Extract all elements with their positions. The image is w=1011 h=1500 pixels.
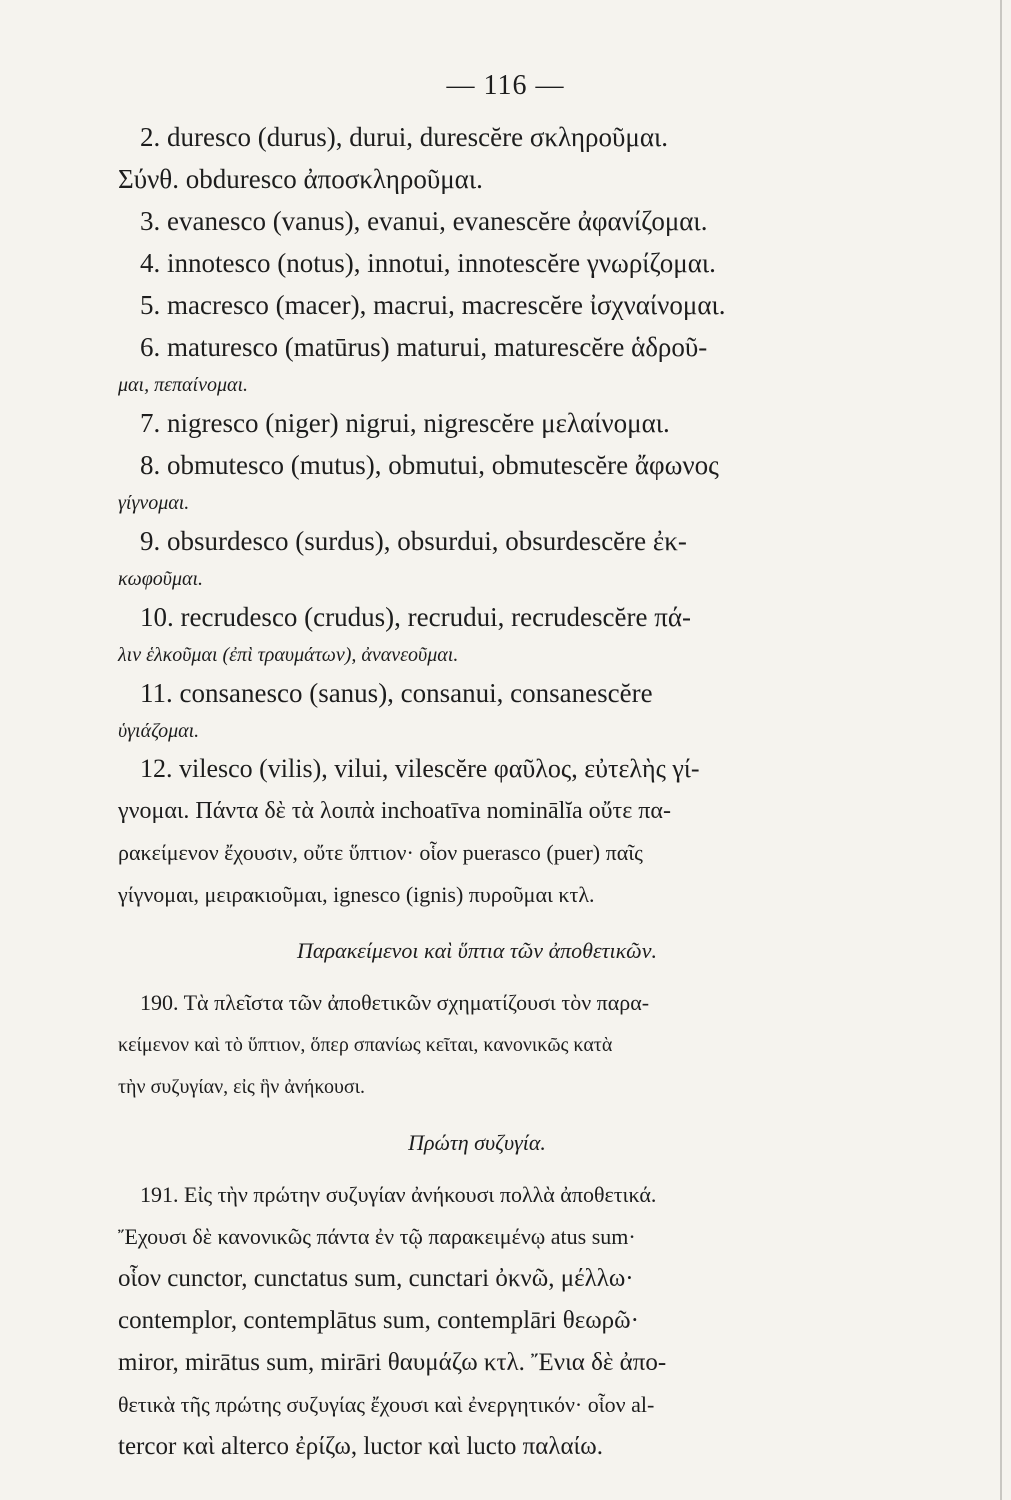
entry-line: 7. nigresco (niger) nigrui, nigrescĕre μελαίνομαι. [140, 408, 670, 438]
entry-line: κωφοῦμαι. [118, 568, 204, 590]
paragraph-line: 190. Τὰ πλεῖστα τῶν ἀποθετικῶν σχηματίζουσι τὸν παρα- [140, 990, 650, 1015]
entry-line: 10. recrudesco (crudus), recrudui, recrudescĕre πά- [140, 602, 691, 632]
paragraph-line: contemplor, contemplātus sum, contemplāri θεωρῶ· [118, 1307, 639, 1334]
entry-line: 5. macresco (macer), macrui, macrescĕre ἰσχναίνομαι. [140, 290, 726, 320]
section-heading: Παρακείμενοι καὶ ὕπτια τῶν ἀποθετικῶν. [297, 938, 657, 963]
entry-line: μαι, πεπαίνομαι. [118, 374, 249, 396]
entry-line: ρακείμενον ἔχουσιν, οὔτε ὕπτιον· οἷον puerasco (puer) παῖς [118, 840, 643, 865]
entry-line: 9. obsurdesco (surdus), obsurdui, obsurdescĕre ἐκ- [140, 526, 687, 556]
entry-line: 3. evanesco (vanus), evanui, evanescĕre ἀφανίζομαι. [140, 206, 708, 236]
paragraph-line: tercor καὶ alterco ἐρίζω, luctor καὶ lucto παλαίω. [118, 1433, 603, 1460]
section-heading: Πρώτη συζυγία. [408, 1130, 546, 1155]
entry-line: Σύνθ. obduresco ἀποσκληροῦμαι. [118, 164, 483, 194]
page-number: — 116 — [446, 70, 565, 101]
paragraph-line: miror, mirātus sum, mirāri θαυμάζω κτλ. Ἔνια δὲ ἀπο- [118, 1349, 667, 1376]
entry-line: γνομαι. Πάντα δὲ τὰ λοιπὰ inchoatīva nominālĭa οὔτε πα- [118, 798, 671, 824]
entry-line: γίγνομαι, μειρακιοῦμαι, ignesco (ignis) πυροῦμαι κτλ. [118, 882, 595, 907]
entry-line: λιν ἑλκοῦμαι (ἐπὶ τραυμάτων), ἀνανεοῦμαι. [118, 644, 459, 666]
paragraph-line: κείμενον καὶ τὸ ὕπτιον, ὅπερ σπανίως κεῖται, κανονικῶς κατὰ [118, 1034, 613, 1056]
page-edge [1000, 0, 1002, 1500]
entry-line: ὑγιάζομαι. [118, 720, 200, 742]
paragraph-line: οἷον cunctor, cunctatus sum, cunctari ὀκνῶ, μέλλω· [118, 1265, 634, 1292]
entry-line: 11. consanesco (sanus), consanui, consanescĕre [140, 678, 653, 708]
paragraph-line: Ἔχουσι δὲ κανονικῶς πάντα ἐν τῷ παρακειμένῳ atus sum· [118, 1224, 636, 1249]
entry-line: 6. maturesco (matūrus) maturui, maturescĕre ἁδροῦ- [140, 332, 708, 362]
main-text [118, 116, 836, 1468]
entry-line: 8. obmutesco (mutus), obmutui, obmutescĕre ἄφωνος [140, 450, 719, 480]
paragraph-line: θετικὰ τῆς πρώτης συζυγίας ἔχουσι καὶ ἐνεργητικόν· οἷον al- [118, 1392, 655, 1417]
paragraph-line: 191. Εἰς τὴν πρώτην συζυγίαν ἀνήκουσι πολλὰ ἀποθετικά. [140, 1182, 657, 1207]
entry-line: 2. duresco (durus), durui, durescĕre σκληροῦμαι. [140, 122, 668, 152]
paragraph-line: τὴν συζυγίαν, εἰς ἣν ἀνήκουσι. [118, 1076, 366, 1098]
entry-line: γίγνομαι. [118, 492, 190, 514]
entry-line: 12. vilesco (vilis), vilui, vilescĕre φαῦλος, εὐτελὴς γί- [140, 754, 700, 783]
entry-line: 4. innotesco (notus), innotui, innotescĕre γνωρίζομαι. [140, 248, 716, 278]
